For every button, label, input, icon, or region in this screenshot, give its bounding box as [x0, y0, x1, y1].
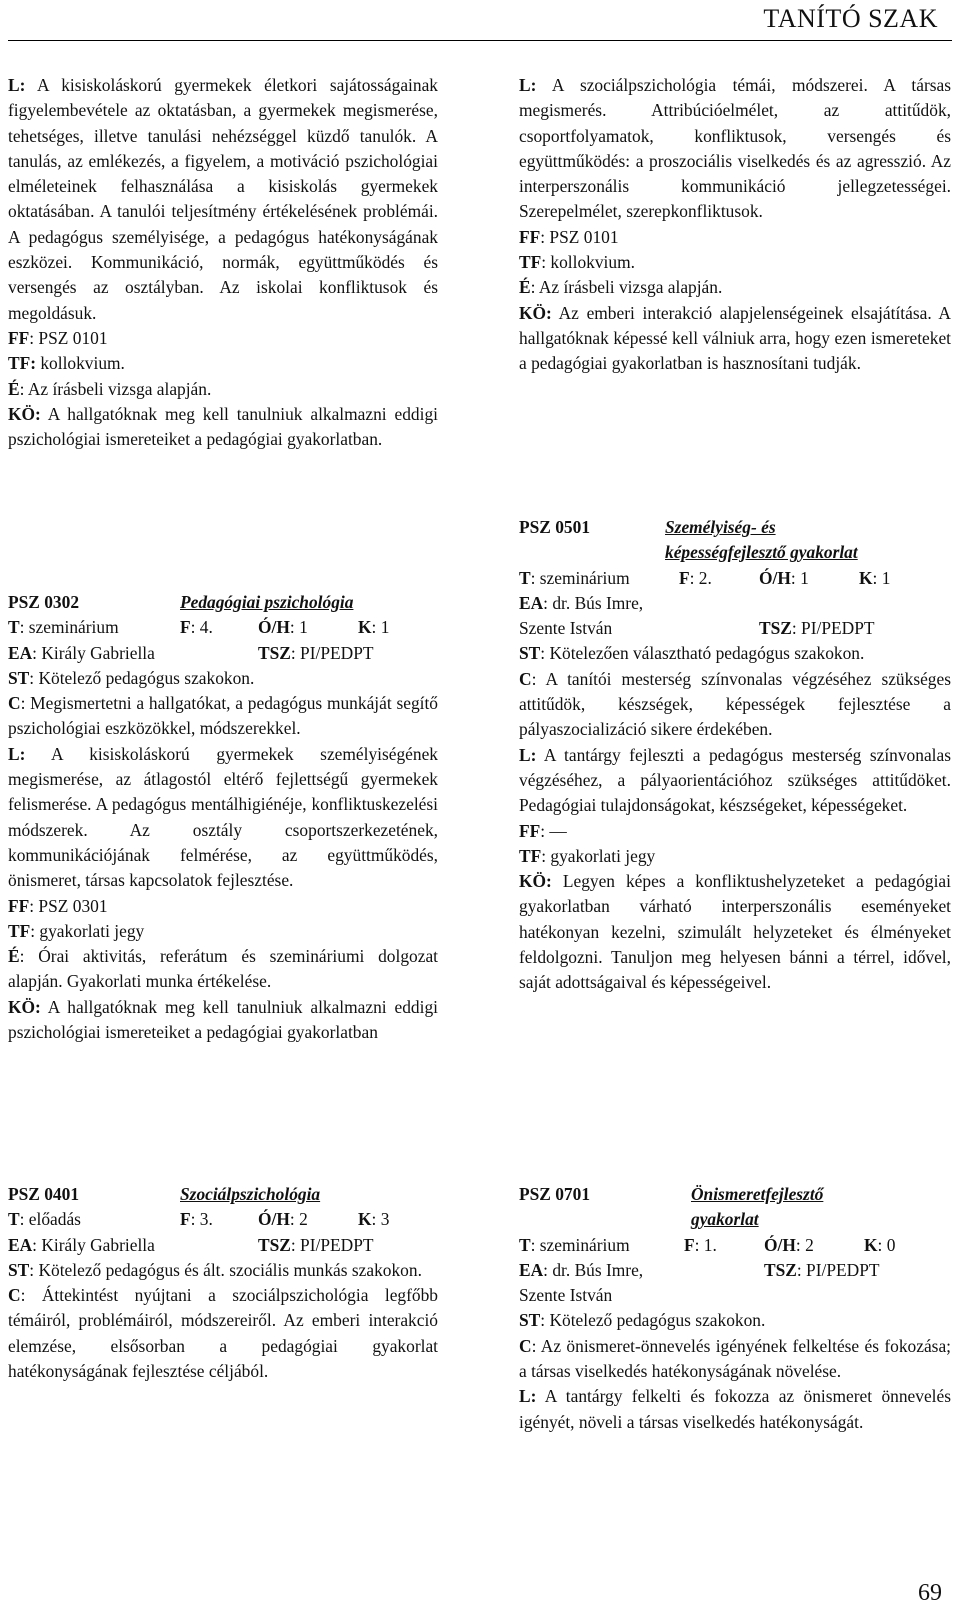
course-goal: C: Áttekintést nyújtani a szociálpszichológia legfőbb témáiról, problémáiról, módszereiről. Az emberi interakció elemzése, elsősorban a pedagógiai gyakorlat hatékonyságának fejlesztése céljából. — [8, 1285, 438, 1382]
course-lecturer-row-2: Szente István — [519, 1285, 613, 1306]
competence-outcome: KÖ: A hallgatóknak meg kell tanulniuk alkalmazni eddigi pszichológiai ismereteiket a pedagógiai gyakorlatban. — [8, 403, 438, 450]
course-heading — [519, 515, 951, 566]
course-status: ST: Kötelező pedagógus szakokon. — [8, 667, 255, 688]
course-status: ST: Kötelező pedagógus szakokon. — [519, 1310, 766, 1331]
course-heading — [8, 590, 438, 615]
course-psz0302 — [8, 590, 438, 1045]
course-meta-row: T: szeminárium F: 4. Ó/H: 1 K: 1 — [8, 617, 390, 638]
header-divider — [8, 40, 952, 41]
course-content: L: A kisiskoláskorú gyermekek személyiségének megismerése, az átlagostól eltérő fejlettségű gyermekek felismerése. A pedagógus mentálhigiénéje, konfliktuskezelési módszerek. Az osztály csoportszerkezetének, kommunikációjának felmérése, az együttműködés, önismeret, társas kapcsolatok fejlesztése. — [8, 743, 438, 891]
course-heading — [8, 1182, 438, 1207]
completion-type: TF: kollokvium. — [8, 353, 125, 374]
course-code: PSZ 0501 — [519, 517, 591, 537]
course-psz0501 — [519, 515, 951, 996]
course-status: ST: Kötelező pedagógus és ált. szociális munkás szakokon. — [8, 1259, 422, 1280]
course-title: Szociálpszichológia — [180, 1184, 321, 1204]
evaluation: É: Az írásbeli vizsga alapján. — [8, 378, 212, 399]
course-title: Önismeretfejlesztő gyakorlat — [691, 1184, 824, 1230]
left-top-section — [8, 73, 438, 452]
learning-content: L: A szociálpszichológia témái, módszerei. A társas megismerés. Attribúcióelmélet, az attitűdök, csoportfolyamatok, konfliktusok, versengés és együttműködés: a proszociális viselkedés és az agresszió. Az interperszonális kommunikáció jellegzetességei. Szerepelmélet, szerepkonfliktusok. — [519, 75, 951, 222]
course-title: Személyiség- és képességfejlesztő gyakorlat — [665, 517, 858, 563]
course-psz0401 — [8, 1182, 438, 1384]
course-code: PSZ 0302 — [8, 592, 80, 612]
evaluation: É: Az írásbeli vizsga alapján. — [519, 277, 723, 298]
course-competence: KÖ: A hallgatóknak meg kell tanulniuk alkalmazni eddigi pszichológiai ismereteiket a pedagógiai gyakorlatban — [8, 996, 438, 1043]
course-goal: C: Megismertetni a hallgatókat, a pedagógus munkáját segítő pszichológiai eszközökkel, módszerekkel. — [8, 693, 438, 739]
course-completion: TF: gyakorlati jegy — [8, 920, 145, 941]
course-goal: C: Az önismeret-önnevelés igényének felkeltése és fokozása; a társas viselkedés hatékonyságának növelése. — [519, 1335, 951, 1382]
prerequisite: FF: PSZ 0101 — [8, 327, 108, 348]
course-lecturer-row-2: Szente István TSZ: PI/PEDPT — [519, 618, 875, 639]
course-content: L: A tantárgy fejleszti a pedagógus mesterség színvonalas végzéséhez, a pályaorientációhoz szükséges attitűdöket. Pedagógiai tulajdonságokat, készségeket, képességeket. — [519, 744, 951, 816]
course-lecturer-row: EA: Király Gabriella TSZ: PI/PEDPT — [8, 1234, 374, 1255]
course-lecturer-row: EA: dr. Bús Imre, — [519, 592, 644, 613]
course-meta-row: T: szeminárium F: 2. Ó/H: 1 K: 1 — [519, 567, 891, 588]
right-top-section — [519, 73, 951, 377]
page-number: 69 — [918, 1580, 942, 1606]
course-meta-row: T: szeminárium F: 1. Ó/H: 2 K: 0 — [519, 1234, 896, 1255]
running-header: TANÍTÓ SZAK — [763, 4, 938, 33]
course-code: PSZ 0401 — [8, 1184, 80, 1204]
course-prerequisite: FF: PSZ 0301 — [8, 895, 108, 916]
learning-content: L: A kisiskoláskorú gyermekek életkori sajátosságainak figyelembevétele az oktatásban, a gyermekek megismerése, tehetséges, illetve tanulási nehézséggel küzdő tanulók. A tanulás, az emlékezés, a figyelem, a motiváció pszichológiai elméleteinek felhasználása a kisiskolás gyermekek oktatásában. A tanulói teljesítmény értékelésének problémái. A pedagógus személyisége, a pedagógus hatékonyságának eszközei. Kommunikáció, normák, együttműködés és versengés az osztályban. Az iskolai konfliktusok és megoldásuk. — [8, 75, 438, 323]
competence-outcome: KÖ: Az emberi interakció alapjelenségeinek elsajátítása. A hallgatóknak képessé kell válniuk arra, hogy ezen ismereteket a pedagógiai gyakorlatban is hasznosítani tudják. — [519, 302, 951, 374]
course-content: L: A tantárgy felkelti és fokozza az önismeret önnevelés igényét, növeli a társas viselkedés hatékonyságát. — [519, 1386, 951, 1432]
course-meta-row: T: előadás F: 3. Ó/H: 2 K: 3 — [8, 1209, 390, 1230]
course-lecturer-row: EA: dr. Bús Imre, TSZ: PI/PEDPT — [519, 1259, 880, 1280]
course-psz0701 — [519, 1182, 951, 1435]
prerequisite: FF: PSZ 0101 — [519, 226, 619, 247]
course-competence: KÖ: Legyen képes a konfliktushelyzeteket a pedagógiai gyakorlatban várható interperszonális eseményeket hatékonyan kezelni, szimulált helyzeteket és élményeket feldolgozni. Tanuljon meg helyesen bánni a térrel, idővel, saját adottságaival és képességeivel. — [519, 871, 951, 993]
course-goal: C: A tanítói mesterség színvonalas végzéséhez szükséges attitűdök, készségek, képességek fejlesztése a pályaszocializáció sikere érdekében. — [519, 668, 951, 740]
course-title: Pedagógiai pszichológia — [180, 592, 354, 612]
completion-type: TF: kollokvium. — [519, 252, 635, 273]
course-completion: TF: gyakorlati jegy — [519, 845, 656, 866]
course-evaluation: É: Órai aktivitás, referátum és szemináriumi dolgozat alapján. Gyakorlati munka értékelése. — [8, 946, 438, 992]
course-heading — [519, 1182, 951, 1233]
course-code: PSZ 0701 — [519, 1184, 591, 1204]
course-status: ST: Kötelezően választható pedagógus szakokon. — [519, 643, 865, 664]
course-prerequisite: FF: — — [519, 820, 567, 841]
course-lecturer-row: EA: Király Gabriella TSZ: PI/PEDPT — [8, 642, 374, 663]
